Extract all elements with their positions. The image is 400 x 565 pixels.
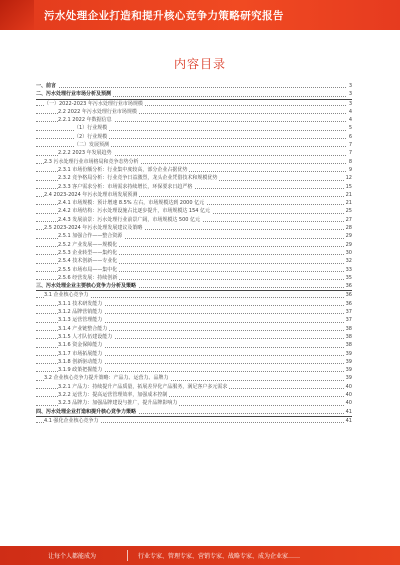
toc-entry-page: 3 bbox=[348, 100, 352, 107]
toc-entry[interactable] bbox=[36, 207, 352, 215]
toc-entry-label: 3.1 企业核心竞争力 bbox=[44, 292, 89, 299]
toc-entry[interactable] bbox=[36, 374, 352, 382]
toc-entry-page: 40 bbox=[345, 400, 352, 407]
toc-entry-page: 36 bbox=[345, 292, 352, 299]
toc-entry-label: 2.2.2 2023 年发展趋势 bbox=[58, 150, 112, 157]
toc-entry-label: （1）行业规模 bbox=[74, 125, 108, 132]
toc-entry[interactable] bbox=[36, 216, 352, 224]
toc-entry-label: 3.2.3 品牌力：加强品牌建设与推广，提升品牌影响力 bbox=[58, 400, 178, 407]
toc-entry[interactable] bbox=[36, 325, 352, 333]
toc-entry-page: 25 bbox=[345, 208, 352, 215]
toc-entry-label: 2.5.6 经营发展：持续创新 bbox=[58, 274, 118, 281]
toc-entry-page: 8 bbox=[348, 158, 352, 165]
toc-entry-label: 2.3.3 客户需求分析：市场需求持续增长，环保要求日趋严格 bbox=[58, 183, 193, 190]
toc-entry-page: 38 bbox=[345, 333, 352, 340]
toc-entry-label: （2）行业规模 bbox=[74, 133, 108, 140]
toc-entry-label: 2.5.4 技术创新——专业化 bbox=[58, 258, 118, 265]
footer-bar bbox=[0, 546, 400, 565]
toc-entry-label: 2.5.2 产业发展——规模化 bbox=[58, 241, 118, 248]
toc-entry-page: 7 bbox=[348, 150, 352, 157]
toc-entry-label: 一、前言 bbox=[36, 83, 57, 89]
toc-entry-page: 7 bbox=[348, 142, 352, 149]
toc-entry[interactable] bbox=[36, 191, 352, 199]
toc-entry-label: 2.5.1 加强合作——整合资源 bbox=[58, 233, 123, 240]
toc-entry-label: 2.4 2023-2024 年污水处理市场发展预测 bbox=[44, 191, 138, 198]
toc-entry-page: 33 bbox=[345, 266, 352, 273]
toc-entry[interactable] bbox=[36, 224, 352, 232]
footer-right-text: 行业专家、管理专家、营销专家、战略专家、成为企业家…… bbox=[138, 553, 301, 560]
toc-entry-label: 3.1.7 市场拓展能力 bbox=[58, 350, 103, 357]
toc-entry[interactable] bbox=[36, 333, 352, 341]
toc-entry-page: 4 bbox=[348, 117, 352, 124]
toc-entry-page: 37 bbox=[345, 309, 352, 316]
toc-entry-label: 二、污水处理行业市场分析及预测 bbox=[36, 91, 112, 98]
toc-entry-page: 41 bbox=[345, 417, 352, 424]
toc-entry-label: 3.1.8 创新驱动能力 bbox=[58, 358, 103, 365]
toc-entry-label: 2.4.2 市场结构：污水处理设施占比逐步提升，市场规模达 154 亿元 bbox=[58, 208, 211, 215]
toc-entry-label: 3.1.9 政策把握能力 bbox=[58, 367, 103, 374]
toc-entry-label: 3.2.2 运营力：提高运营管理效率，加强成本控制 bbox=[58, 391, 168, 398]
toc-entry[interactable] bbox=[36, 108, 352, 116]
toc-entry-page: 4 bbox=[348, 108, 352, 115]
toc-entry-label: 2.5.3 企业转型——集约化 bbox=[58, 249, 118, 256]
toc-entry-page: 3 bbox=[348, 91, 352, 98]
report-title: 污水处理企业打造和提升核心竞争力策略研究报告 bbox=[44, 10, 284, 22]
toc-entry-page: 27 bbox=[345, 216, 352, 223]
toc-entry[interactable] bbox=[36, 350, 352, 358]
toc-entry-page: 40 bbox=[345, 383, 352, 390]
toc-entry-page: 5 bbox=[348, 125, 352, 132]
toc-entry-page: 6 bbox=[348, 133, 352, 140]
toc-entry[interactable] bbox=[36, 90, 352, 99]
toc-entry-label: 2.5.5 市场布局——集中化 bbox=[58, 266, 118, 273]
toc-entry[interactable] bbox=[36, 124, 352, 132]
toc-entry-label: 3.1.1 技术研发能力 bbox=[58, 300, 103, 307]
toc-entry-label: 四、污水处理企业打造和提升核心竞争力策略 bbox=[36, 408, 137, 415]
toc-entry[interactable] bbox=[36, 383, 352, 391]
toc-entry[interactable] bbox=[36, 308, 352, 316]
toc-entry[interactable] bbox=[36, 174, 352, 182]
toc-entry[interactable] bbox=[36, 358, 352, 366]
toc-entry[interactable] bbox=[36, 408, 352, 417]
toc-entry[interactable] bbox=[36, 183, 352, 191]
toc-entry-page: 39 bbox=[345, 350, 352, 357]
toc-entry[interactable] bbox=[36, 266, 352, 274]
toc-entry-label: 2.4.1 市场规模：预计增速 8.5% 左右，市场规模达到 2000 亿元 bbox=[58, 200, 205, 207]
toc-entry[interactable] bbox=[36, 100, 352, 108]
toc-entry-page: 37 bbox=[345, 317, 352, 324]
toc-heading: 内容目录 bbox=[173, 57, 226, 71]
toc-entry[interactable] bbox=[36, 82, 352, 90]
toc-entry-page: 9 bbox=[348, 166, 352, 173]
toc-entry-label: 2.3.1 市场份额分析：行业集中度较高，部分企业占据优势 bbox=[58, 166, 188, 173]
toc-entry-page: 21 bbox=[345, 200, 352, 207]
toc-entry-label: 3.2.1 产品力：持续提升产品质量，拓展差异化产品服务，满足客户多元需求 bbox=[58, 383, 228, 390]
toc-entry-label: 3.1.6 资金保障能力 bbox=[58, 342, 103, 349]
toc-entry-page: 32 bbox=[345, 258, 352, 265]
header-accent bbox=[0, 0, 34, 30]
toc-entry-page: 30 bbox=[345, 249, 352, 256]
toc-entry-page: 40 bbox=[345, 391, 352, 398]
toc-entry[interactable] bbox=[36, 116, 352, 124]
toc-entry-page: 15 bbox=[345, 183, 352, 190]
toc-entry[interactable] bbox=[36, 257, 352, 265]
toc-entry-page: 3 bbox=[348, 83, 352, 89]
toc-entry-label: 3.1.4 产业链整合能力 bbox=[58, 325, 108, 332]
toc-entry-label: 3.1.3 运营管理能力 bbox=[58, 317, 103, 324]
footer-divider bbox=[127, 550, 128, 561]
toc-entry[interactable] bbox=[36, 141, 352, 149]
toc-entry-page: 28 bbox=[345, 225, 352, 232]
toc-entry-label: 2.4.3 发展前景：污水处理行业前景广阔，市场规模达 500 亿元 bbox=[58, 216, 201, 223]
toc-entry-label: 3.2 企业核心竞争力提升策略：产品力、运营力、品牌力 bbox=[44, 375, 169, 382]
toc-entry-page: 38 bbox=[345, 325, 352, 332]
toc-entry[interactable] bbox=[36, 417, 352, 425]
toc-entry-label: （二）发展预测 bbox=[74, 142, 110, 149]
toc-entry-label: 3.1.5 人才队伍建设能力 bbox=[58, 333, 113, 340]
toc-entry-page: 29 bbox=[345, 241, 352, 248]
toc-entry-label: 2.5 2023-2024 年污水处理发展建议及策略 bbox=[44, 225, 143, 232]
toc-entry[interactable] bbox=[36, 241, 352, 249]
toc-entry[interactable] bbox=[36, 399, 352, 407]
toc-entry[interactable] bbox=[36, 391, 352, 399]
header-bar bbox=[0, 0, 400, 30]
toc-entry[interactable] bbox=[36, 300, 352, 308]
toc-entry-page: 39 bbox=[345, 367, 352, 374]
toc-entry[interactable] bbox=[36, 316, 352, 324]
toc-entry[interactable] bbox=[36, 158, 352, 166]
toc-entry-page: 29 bbox=[345, 233, 352, 240]
toc-entry-page: 36 bbox=[345, 300, 352, 307]
footer-left-text: 让每个人都能成为 bbox=[48, 553, 97, 560]
toc-entry-label: 2.2.1 2022 年数据信息 bbox=[58, 117, 112, 124]
toc-entry-label: （一）2022-2023 年污水处理行业市场规模 bbox=[44, 100, 143, 107]
toc-entry-label: 三、污水处理企业主要核心竞争力分析及策略 bbox=[36, 283, 137, 290]
toc-entry[interactable] bbox=[36, 282, 352, 291]
toc-entry[interactable] bbox=[36, 341, 352, 349]
toc-entry-page: 21 bbox=[345, 191, 352, 198]
toc-entry-label: 2.3.2 竞争格局分析：行业竞争日益激烈，龙头企业凭借技术和规模优势 bbox=[58, 175, 218, 182]
toc-entry[interactable] bbox=[36, 133, 352, 141]
toc-entry-page: 36 bbox=[345, 283, 352, 290]
table-of-contents bbox=[36, 82, 352, 425]
toc-entry-label: 2.2 2022 年污水处理行业市场规模 bbox=[58, 108, 137, 115]
toc-entry-page: 39 bbox=[345, 375, 352, 382]
toc-entry[interactable] bbox=[36, 366, 352, 374]
toc-entry[interactable] bbox=[36, 249, 352, 257]
toc-entry[interactable] bbox=[36, 166, 352, 174]
toc-entry-page: 38 bbox=[345, 342, 352, 349]
toc-entry[interactable] bbox=[36, 291, 352, 299]
toc-entry[interactable] bbox=[36, 274, 352, 282]
toc-entry-label: 2.3 污水处理行业市场格局和竞争态势分析 bbox=[44, 158, 139, 165]
toc-entry-page: 35 bbox=[345, 274, 352, 281]
toc-entry-label: 3.1.2 品牌营销能力 bbox=[58, 309, 103, 316]
toc-leader-dots bbox=[36, 87, 346, 88]
toc-entry[interactable] bbox=[36, 232, 352, 240]
toc-entry-page: 12 bbox=[345, 175, 352, 182]
toc-entry[interactable] bbox=[36, 199, 352, 207]
toc-entry-label: 4.1 强化企业核心竞争力 bbox=[44, 417, 99, 424]
toc-entry-page: 41 bbox=[345, 408, 352, 415]
toc-entry[interactable] bbox=[36, 149, 352, 157]
toc-entry-page: 39 bbox=[345, 358, 352, 365]
